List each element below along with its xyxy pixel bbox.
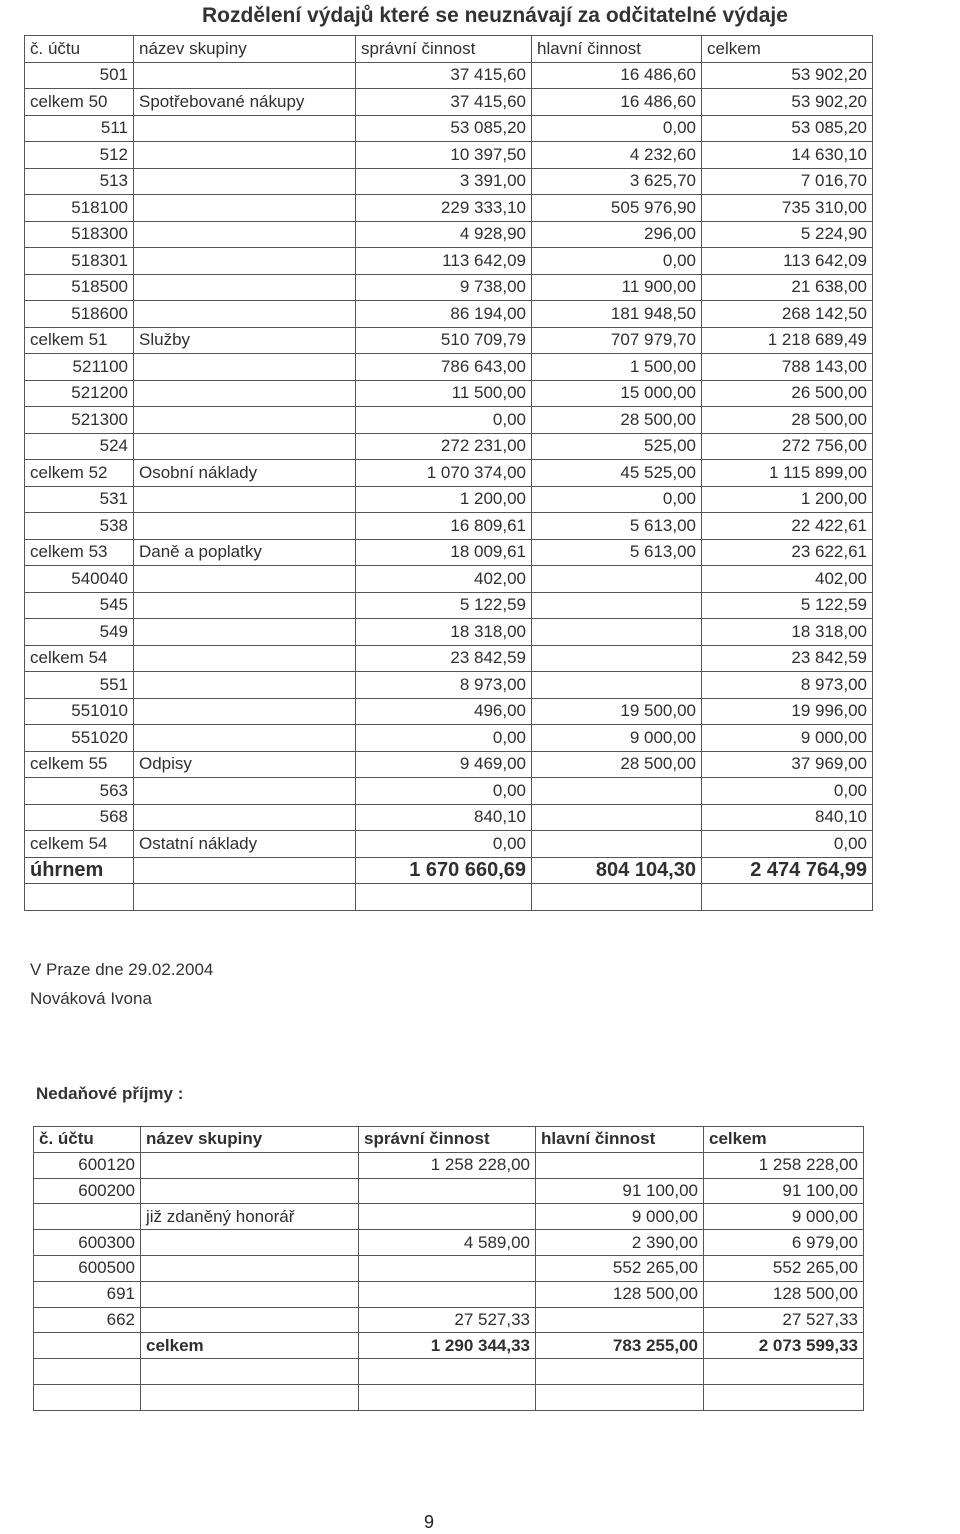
cell: 9 738,00 xyxy=(356,274,532,301)
cell: 5 613,00 xyxy=(532,539,702,566)
cell xyxy=(532,778,702,805)
cell: 11 900,00 xyxy=(532,274,702,301)
table-row xyxy=(25,645,873,672)
table-row xyxy=(25,539,873,566)
cell xyxy=(532,831,702,858)
table-row xyxy=(25,619,873,646)
cell xyxy=(134,592,356,619)
cell: 7 016,70 xyxy=(702,168,873,195)
cell xyxy=(134,142,356,169)
cell xyxy=(134,248,356,275)
cell: 229 333,10 xyxy=(356,195,532,222)
cell xyxy=(536,1152,704,1178)
cell xyxy=(134,778,356,805)
cell: Služby xyxy=(134,327,356,354)
cell: název skupiny xyxy=(134,36,356,63)
cell: celkem 51 xyxy=(25,327,134,354)
cell: celkem 54 xyxy=(25,831,134,858)
cell: 525,00 xyxy=(532,433,702,460)
cell: 15 000,00 xyxy=(532,380,702,407)
cell: 27 527,33 xyxy=(359,1307,536,1333)
cell: 2 474 764,99 xyxy=(702,857,873,884)
cell xyxy=(532,645,702,672)
table-row xyxy=(25,168,873,195)
cell: 5 122,59 xyxy=(356,592,532,619)
cell: 531 xyxy=(25,486,134,513)
cell: 0,00 xyxy=(356,778,532,805)
cell: 568 xyxy=(25,804,134,831)
cell: 22 422,61 xyxy=(702,513,873,540)
cell: 21 638,00 xyxy=(702,274,873,301)
cell: celkem xyxy=(704,1127,864,1153)
cell: 0,00 xyxy=(702,778,873,805)
cell: 5 224,90 xyxy=(702,221,873,248)
table-row xyxy=(25,221,873,248)
cell: 1 200,00 xyxy=(702,486,873,513)
cell: 600200 xyxy=(34,1178,141,1204)
cell: 5 613,00 xyxy=(532,513,702,540)
table-row xyxy=(34,1152,864,1178)
cell: hlavní činnost xyxy=(536,1127,704,1153)
cell: 518100 xyxy=(25,195,134,222)
table-row xyxy=(25,195,873,222)
cell: 23 622,61 xyxy=(702,539,873,566)
cell: 501 xyxy=(25,62,134,89)
cell: celkem 54 xyxy=(25,645,134,672)
cell xyxy=(532,566,702,593)
cell: 16 486,60 xyxy=(532,62,702,89)
cell: 53 902,20 xyxy=(702,62,873,89)
cell: 513 xyxy=(25,168,134,195)
cell: 735 310,00 xyxy=(702,195,873,222)
cell: 8 973,00 xyxy=(702,672,873,699)
cell xyxy=(134,433,356,460)
total-row xyxy=(34,1333,864,1359)
table-row xyxy=(25,248,873,275)
cell: správní činnost xyxy=(356,36,532,63)
cell: 37 415,60 xyxy=(356,89,532,116)
table-row xyxy=(25,592,873,619)
cell: 0,00 xyxy=(532,486,702,513)
cell: 9 000,00 xyxy=(702,725,873,752)
cell: 552 265,00 xyxy=(704,1255,864,1281)
cell: 128 500,00 xyxy=(536,1281,704,1307)
cell: 518301 xyxy=(25,248,134,275)
cell: 296,00 xyxy=(532,221,702,248)
cell xyxy=(134,407,356,434)
cell: 4 928,90 xyxy=(356,221,532,248)
cell: 510 709,79 xyxy=(356,327,532,354)
cell: 1 218 689,49 xyxy=(702,327,873,354)
table-row xyxy=(25,725,873,752)
empty-cell xyxy=(356,884,532,911)
cell xyxy=(536,1307,704,1333)
table-row xyxy=(25,513,873,540)
cell: 505 976,90 xyxy=(532,195,702,222)
cell: 86 194,00 xyxy=(356,301,532,328)
cell: 551010 xyxy=(25,698,134,725)
cell: 0,00 xyxy=(532,248,702,275)
cell: 1 200,00 xyxy=(356,486,532,513)
empty-cell xyxy=(359,1384,536,1410)
empty-cell xyxy=(359,1359,536,1385)
cell xyxy=(532,672,702,699)
cell: úhrnem xyxy=(25,857,134,884)
cell: 10 397,50 xyxy=(356,142,532,169)
empty-row xyxy=(25,884,873,911)
cell: 3 625,70 xyxy=(532,168,702,195)
table-row xyxy=(25,566,873,593)
cell: 600500 xyxy=(34,1255,141,1281)
cell: Osobní náklady xyxy=(134,460,356,487)
cell: 6 979,00 xyxy=(704,1230,864,1256)
cell: 524 xyxy=(25,433,134,460)
cell: 19 500,00 xyxy=(532,698,702,725)
cell xyxy=(532,804,702,831)
table-row xyxy=(25,380,873,407)
cell: 545 xyxy=(25,592,134,619)
cell: 783 255,00 xyxy=(536,1333,704,1359)
empty-cell xyxy=(134,884,356,911)
table-row xyxy=(25,354,873,381)
table-row xyxy=(25,804,873,831)
cell xyxy=(134,857,356,884)
table-row xyxy=(25,142,873,169)
cell: 786 643,00 xyxy=(356,354,532,381)
cell xyxy=(134,698,356,725)
cell: název skupiny xyxy=(141,1127,359,1153)
table-row xyxy=(25,460,873,487)
cell xyxy=(134,195,356,222)
cell: 28 500,00 xyxy=(702,407,873,434)
cell: Ostatní náklady xyxy=(134,831,356,858)
table-row xyxy=(25,407,873,434)
cell: 4 589,00 xyxy=(359,1230,536,1256)
cell: 496,00 xyxy=(356,698,532,725)
cell xyxy=(141,1230,359,1256)
header-row xyxy=(25,36,873,63)
cell xyxy=(134,168,356,195)
cell: 18 318,00 xyxy=(702,619,873,646)
cell: 551020 xyxy=(25,725,134,752)
table-row xyxy=(25,62,873,89)
cell: Daně a poplatky xyxy=(134,539,356,566)
cell: 4 232,60 xyxy=(532,142,702,169)
cell: hlavní činnost xyxy=(532,36,702,63)
cell: 18 318,00 xyxy=(356,619,532,646)
empty-cell xyxy=(532,884,702,911)
cell: celkem 53 xyxy=(25,539,134,566)
cell xyxy=(134,380,356,407)
cell xyxy=(134,672,356,699)
cell: 26 500,00 xyxy=(702,380,873,407)
cell xyxy=(134,513,356,540)
cell: 0,00 xyxy=(532,115,702,142)
cell: Spotřebované nákupy xyxy=(134,89,356,116)
empty-cell xyxy=(34,1384,141,1410)
cell: č. účtu xyxy=(34,1127,141,1153)
cell: 1 258 228,00 xyxy=(704,1152,864,1178)
cell: 518500 xyxy=(25,274,134,301)
cell: celkem 55 xyxy=(25,751,134,778)
cell: 16 809,61 xyxy=(356,513,532,540)
header-row xyxy=(34,1127,864,1153)
cell xyxy=(532,619,702,646)
cell: 707 979,70 xyxy=(532,327,702,354)
empty-cell xyxy=(536,1359,704,1385)
cell: 600120 xyxy=(34,1152,141,1178)
cell: 691 xyxy=(34,1281,141,1307)
place-date: V Praze dne 29.02.2004 xyxy=(30,960,214,979)
table-row xyxy=(34,1307,864,1333)
cell xyxy=(532,592,702,619)
cell: 0,00 xyxy=(356,725,532,752)
table-row xyxy=(25,486,873,513)
cell: 9 000,00 xyxy=(536,1204,704,1230)
cell: 563 xyxy=(25,778,134,805)
cell xyxy=(134,566,356,593)
cell: 551 xyxy=(25,672,134,699)
cell: 45 525,00 xyxy=(532,460,702,487)
cell: 272 231,00 xyxy=(356,433,532,460)
empty-cell xyxy=(141,1384,359,1410)
cell: 37 969,00 xyxy=(702,751,873,778)
cell: 521300 xyxy=(25,407,134,434)
cell: 2 390,00 xyxy=(536,1230,704,1256)
cell: 518600 xyxy=(25,301,134,328)
cell: 28 500,00 xyxy=(532,751,702,778)
cell xyxy=(359,1204,536,1230)
cell: 1 258 228,00 xyxy=(359,1152,536,1178)
cell: 14 630,10 xyxy=(702,142,873,169)
cell xyxy=(141,1307,359,1333)
cell: 2 073 599,33 xyxy=(704,1333,864,1359)
empty-row xyxy=(34,1359,864,1385)
table-row xyxy=(25,698,873,725)
cell: 11 500,00 xyxy=(356,380,532,407)
page-number: 9 xyxy=(424,1512,435,1532)
section-heading: Nedaňové příjmy : xyxy=(36,1084,184,1103)
table-row xyxy=(34,1178,864,1204)
table-row xyxy=(25,274,873,301)
table-row xyxy=(25,751,873,778)
empty-cell xyxy=(25,884,134,911)
cell: 0,00 xyxy=(702,831,873,858)
cell xyxy=(134,115,356,142)
cell: 128 500,00 xyxy=(704,1281,864,1307)
cell: 18 009,61 xyxy=(356,539,532,566)
table-row xyxy=(25,301,873,328)
cell: celkem xyxy=(141,1333,359,1359)
cell: 840,10 xyxy=(356,804,532,831)
cell: 28 500,00 xyxy=(532,407,702,434)
cell xyxy=(134,221,356,248)
cell: 1 500,00 xyxy=(532,354,702,381)
cell: 113 642,09 xyxy=(702,248,873,275)
cell xyxy=(134,301,356,328)
cell: 402,00 xyxy=(702,566,873,593)
table-row xyxy=(34,1255,864,1281)
cell: 268 142,50 xyxy=(702,301,873,328)
cell xyxy=(141,1255,359,1281)
cell: 549 xyxy=(25,619,134,646)
cell: 840,10 xyxy=(702,804,873,831)
total-row xyxy=(25,857,873,884)
cell: již zdaněný honorář xyxy=(141,1204,359,1230)
cell: 16 486,60 xyxy=(532,89,702,116)
empty-row xyxy=(34,1384,864,1410)
cell xyxy=(34,1204,141,1230)
cell: 600300 xyxy=(34,1230,141,1256)
cell xyxy=(134,354,356,381)
cell xyxy=(134,725,356,752)
empty-cell xyxy=(141,1359,359,1385)
cell: 511 xyxy=(25,115,134,142)
cell: 521100 xyxy=(25,354,134,381)
cell: 53 902,20 xyxy=(702,89,873,116)
empty-cell xyxy=(536,1384,704,1410)
table-row xyxy=(25,778,873,805)
cell: správní činnost xyxy=(359,1127,536,1153)
cell: 9 469,00 xyxy=(356,751,532,778)
cell xyxy=(359,1255,536,1281)
table-row xyxy=(34,1204,864,1230)
table-row xyxy=(25,89,873,116)
page-title: Rozdělení výdajů které se neuznávají za odčitatelné výdaje xyxy=(202,4,788,27)
table-row xyxy=(25,672,873,699)
cell: 19 996,00 xyxy=(702,698,873,725)
cell: 521200 xyxy=(25,380,134,407)
signatory-name: Nováková Ivona xyxy=(30,989,152,1008)
cell xyxy=(134,619,356,646)
cell: 5 122,59 xyxy=(702,592,873,619)
cell: 1 670 660,69 xyxy=(356,857,532,884)
empty-cell xyxy=(704,1359,864,1385)
cell: 27 527,33 xyxy=(704,1307,864,1333)
cell: 552 265,00 xyxy=(536,1255,704,1281)
cell xyxy=(134,645,356,672)
cell: Odpisy xyxy=(134,751,356,778)
cell: 9 000,00 xyxy=(532,725,702,752)
cell xyxy=(134,274,356,301)
cell xyxy=(141,1281,359,1307)
cell: 0,00 xyxy=(356,831,532,858)
cell: 9 000,00 xyxy=(704,1204,864,1230)
cell: 662 xyxy=(34,1307,141,1333)
cell: celkem 52 xyxy=(25,460,134,487)
cell: 37 415,60 xyxy=(356,62,532,89)
table-row xyxy=(25,831,873,858)
cell: 23 842,59 xyxy=(702,645,873,672)
cell: 8 973,00 xyxy=(356,672,532,699)
empty-cell xyxy=(704,1384,864,1410)
cell xyxy=(141,1178,359,1204)
cell: 113 642,09 xyxy=(356,248,532,275)
cell: 91 100,00 xyxy=(536,1178,704,1204)
cell: 272 756,00 xyxy=(702,433,873,460)
cell: 540040 xyxy=(25,566,134,593)
table-row xyxy=(34,1281,864,1307)
cell xyxy=(359,1281,536,1307)
cell: 1 290 344,33 xyxy=(359,1333,536,1359)
cell: 181 948,50 xyxy=(532,301,702,328)
cell: 512 xyxy=(25,142,134,169)
cell: 402,00 xyxy=(356,566,532,593)
cell: 91 100,00 xyxy=(704,1178,864,1204)
cell: č. účtu xyxy=(25,36,134,63)
cell xyxy=(134,804,356,831)
cell: 53 085,20 xyxy=(702,115,873,142)
table-row xyxy=(25,433,873,460)
cell: 538 xyxy=(25,513,134,540)
cell: 1 070 374,00 xyxy=(356,460,532,487)
cell xyxy=(34,1333,141,1359)
cell: 518300 xyxy=(25,221,134,248)
cell: 23 842,59 xyxy=(356,645,532,672)
table-row xyxy=(34,1230,864,1256)
table-row xyxy=(25,327,873,354)
cell: 804 104,30 xyxy=(532,857,702,884)
cell: 788 143,00 xyxy=(702,354,873,381)
signoff xyxy=(30,955,213,1013)
cell xyxy=(134,62,356,89)
empty-cell xyxy=(34,1359,141,1385)
cell: 0,00 xyxy=(356,407,532,434)
expense-table xyxy=(24,35,873,911)
empty-cell xyxy=(702,884,873,911)
cell: 3 391,00 xyxy=(356,168,532,195)
cell: celkem 50 xyxy=(25,89,134,116)
cell xyxy=(134,486,356,513)
cell xyxy=(141,1152,359,1178)
table-row xyxy=(25,115,873,142)
cell: 53 085,20 xyxy=(356,115,532,142)
cell xyxy=(359,1178,536,1204)
cell: 1 115 899,00 xyxy=(702,460,873,487)
income-table xyxy=(33,1126,864,1411)
cell: celkem xyxy=(702,36,873,63)
